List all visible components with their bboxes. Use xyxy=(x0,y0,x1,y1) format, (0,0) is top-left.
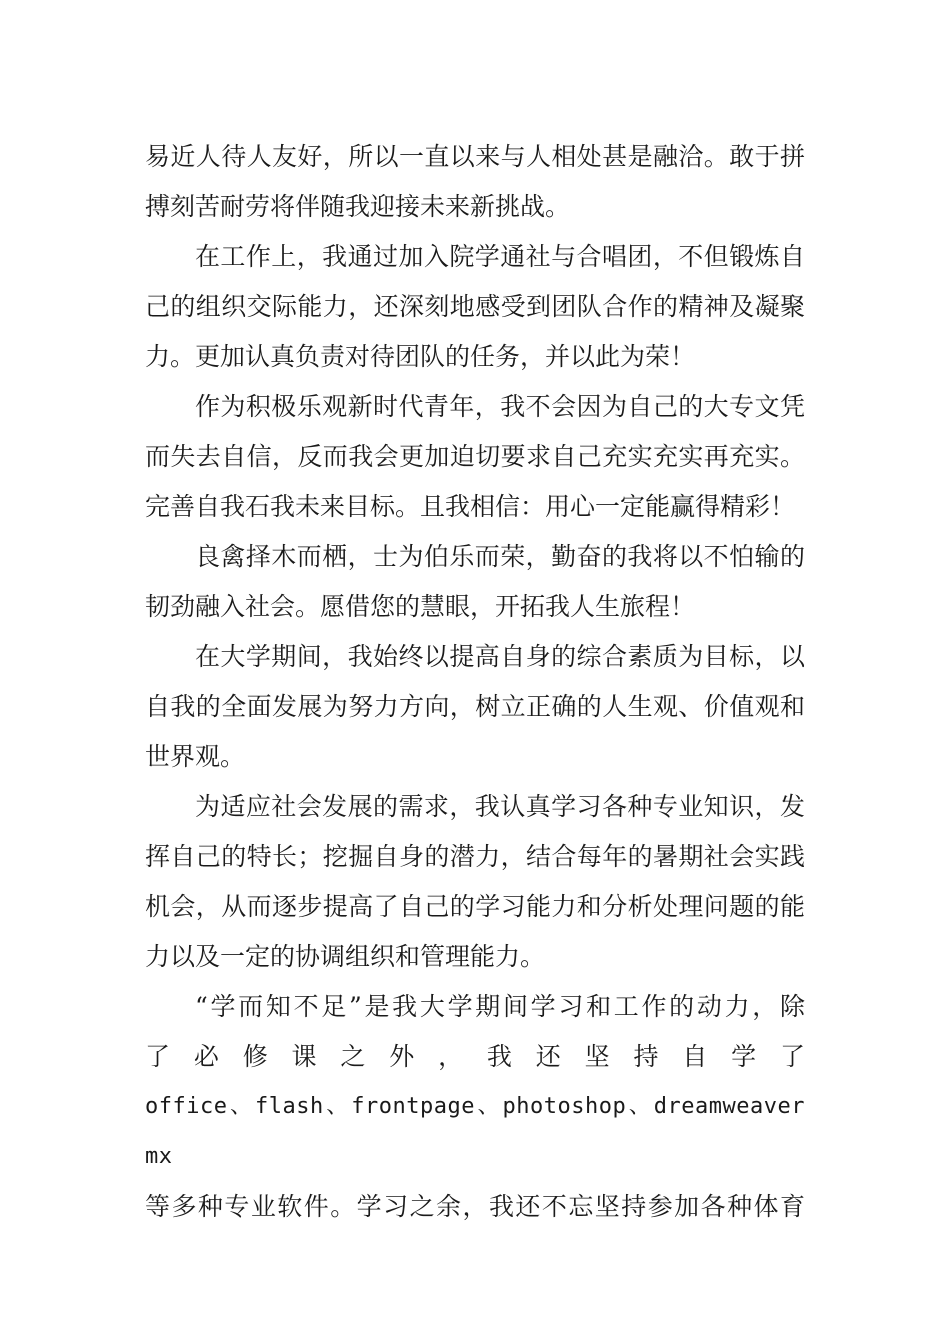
paragraph-7-line-4: 等多种专业软件。学习之余，我还不忘坚持参加各种体育 xyxy=(145,1192,805,1221)
paragraph-4: 良禽择木而栖，士为伯乐而荣，勤奋的我将以不怕输的韧劲融入社会。愿借您的慧眼，开拓我人生旅程！ xyxy=(145,542,805,621)
paragraph-7 xyxy=(145,982,805,1232)
paragraph-6: 为适应社会发展的需求，我认真学习各种专业知识，发挥自己的特长；挖掘自身的潜力，结合每年的暑期社会实践机会，从而逐步提高了自己的学习能力和分析处理问题的能力以及一定的协调组织和管理能力。 xyxy=(145,792,805,971)
paragraph-3: 作为积极乐观新时代青年，我不会因为自己的大专文凭而失去自信，反而我会更加迫切要求自己充实充实再充实。完善自我石我未来目标。且我相信：用心一定能赢得精彩！ xyxy=(145,392,805,521)
paragraph-5: 在大学期间，我始终以提高自身的综合素质为目标，以自我的全面发展为努力方向，树立正确的人生观、价值观和世界观。 xyxy=(145,642,805,771)
paragraph-7-line-1: “学而知不足”是我大学期间学习和工作的动力，除 xyxy=(195,992,805,1021)
paragraph-1: 易近人待人友好，所以一直以来与人相处甚是融洽。敢于拼搏刻苦耐劳将伴随我迎接未来新挑战。 xyxy=(145,142,805,221)
document-body xyxy=(145,132,805,1232)
paragraph-7-line-3: office、flash、frontpage、photoshop、dreamweaver mx xyxy=(145,1094,805,1169)
paragraph-7-line-2: 了必修课之外，我还坚持自学了 xyxy=(145,1042,805,1071)
paragraph-2: 在工作上，我通过加入院学通社与合唱团，不但锻炼自己的组织交际能力，还深刻地感受到团队合作的精神及凝聚力。更加认真负责对待团队的任务，并以此为荣！ xyxy=(145,242,805,371)
